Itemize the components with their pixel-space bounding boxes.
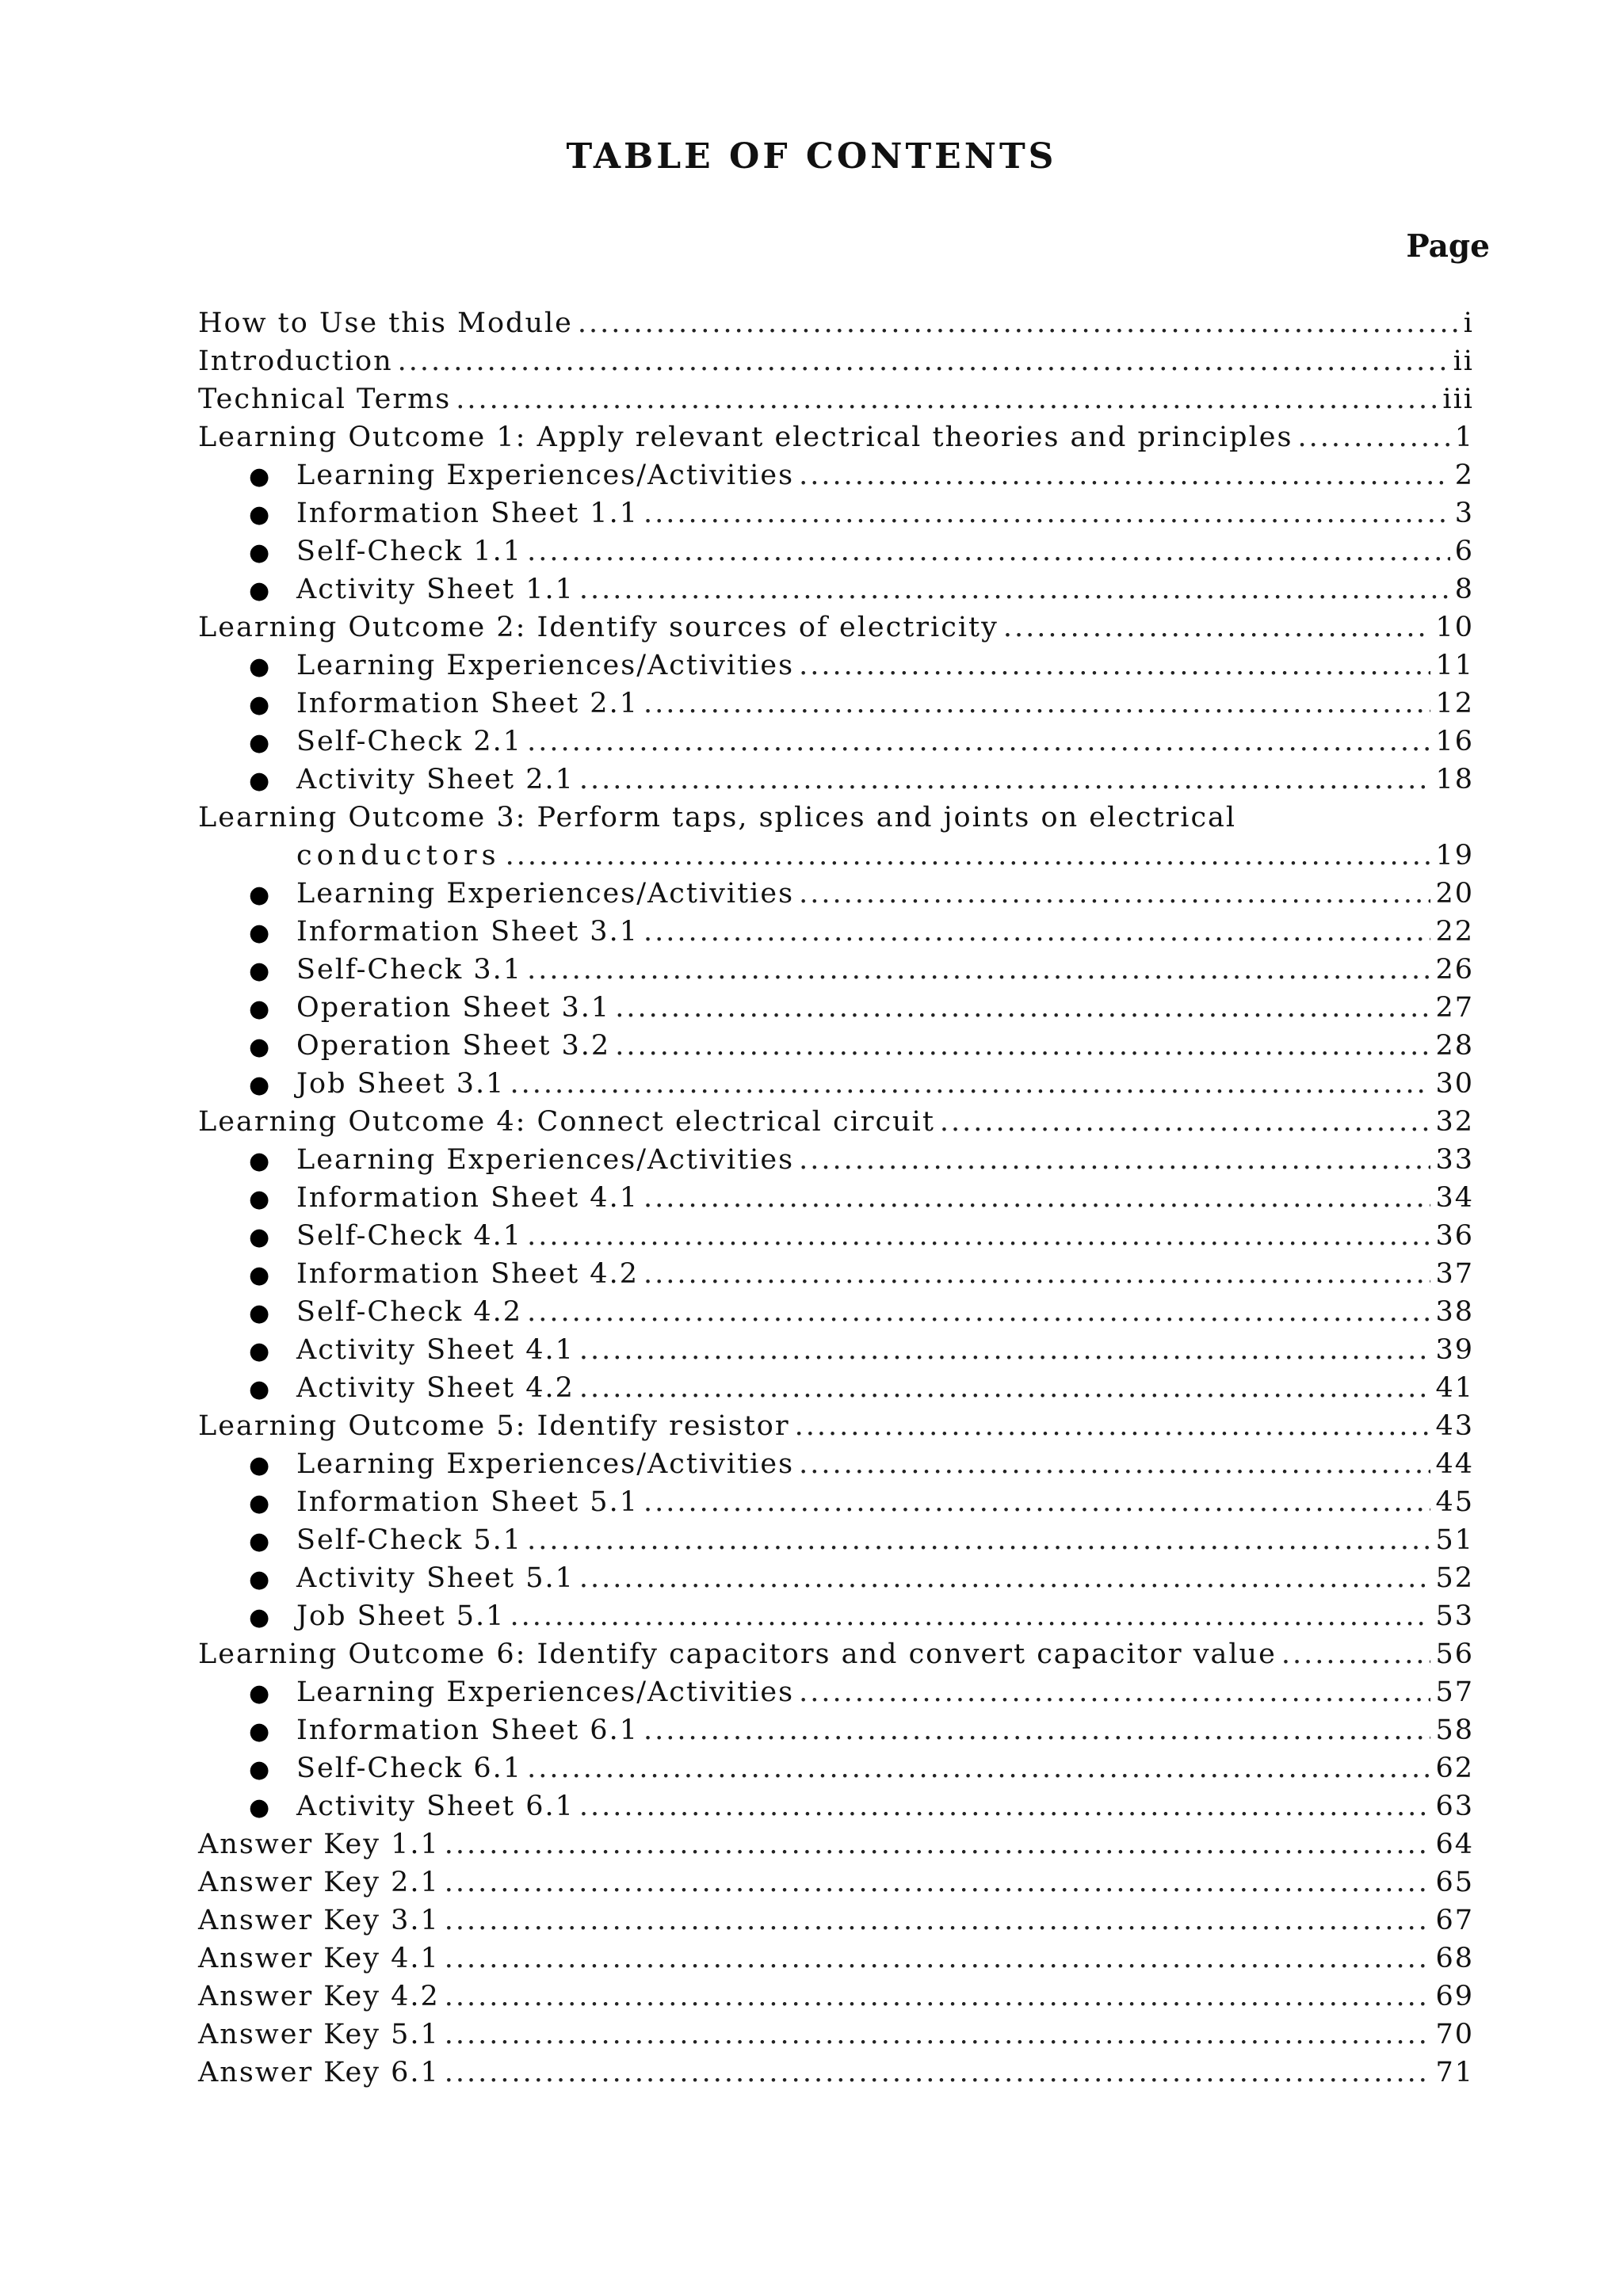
- toc-entry-page-number: 27: [1435, 992, 1474, 1024]
- toc-subentry: [198, 1293, 1474, 1331]
- toc-entry: [198, 1939, 1474, 1978]
- dot-leader: [527, 1293, 1430, 1331]
- toc-entry-label: Self-Check 2.1: [296, 726, 523, 757]
- toc-entry: [198, 2016, 1474, 2054]
- toc-entry-label: Learning Outcome 2: Identify sources of electricity: [198, 612, 999, 643]
- dot-leader: [445, 1978, 1431, 2016]
- toc-entry-label: Answer Key 2.1: [198, 1867, 440, 1898]
- toc-subentry: [198, 646, 1474, 685]
- toc-entry-label: Information Sheet 1.1: [296, 498, 639, 529]
- toc-entry-page-number: 64: [1435, 1829, 1474, 1860]
- toc-entry: [198, 1825, 1474, 1863]
- toc-entry-page-number: 33: [1435, 1144, 1474, 1176]
- toc-entry: [198, 608, 1474, 646]
- dot-leader: [527, 1749, 1430, 1787]
- toc-entry-label: Activity Sheet 6.1: [296, 1791, 575, 1822]
- toc-subentry: [198, 1255, 1474, 1293]
- toc-entry-label: Job Sheet 5.1: [296, 1600, 506, 1632]
- toc-entry-label: Operation Sheet 3.1: [296, 992, 611, 1024]
- toc-entry-page-number: 69: [1435, 1981, 1474, 2012]
- toc-subentry: [198, 494, 1474, 532]
- dot-leader: [799, 1141, 1430, 1179]
- dot-leader: [527, 951, 1430, 989]
- page-column-label: Page: [1406, 228, 1490, 265]
- toc-entry-label: Answer Key 4.1: [198, 1943, 440, 1974]
- dot-leader: [799, 1445, 1430, 1483]
- toc-subentry: [198, 1217, 1474, 1255]
- table-of-contents-list: [198, 304, 1474, 2092]
- bullet-icon: ●: [249, 691, 272, 719]
- dot-leader: [445, 2016, 1431, 2054]
- dot-leader: [578, 304, 1459, 342]
- toc-entry-label: Answer Key 3.1: [198, 1905, 440, 1936]
- dot-leader: [579, 1559, 1431, 1597]
- toc-entry: [198, 304, 1474, 342]
- toc-entry-label: Information Sheet 4.1: [296, 1182, 639, 1214]
- toc-entry-page-number: 6: [1454, 536, 1474, 567]
- dot-leader: [643, 1255, 1430, 1293]
- toc-entry-label: Learning Experiences/Activities: [296, 460, 795, 491]
- toc-entry-label: Self-Check 6.1: [296, 1753, 523, 1784]
- toc-entry-page-number: 39: [1435, 1334, 1474, 1366]
- bullet-icon: ●: [249, 729, 272, 757]
- toc-entry-continuation-line: [198, 837, 1474, 875]
- toc-entry-label: Information Sheet 2.1: [296, 688, 639, 719]
- dot-leader: [445, 1939, 1431, 1978]
- toc-entry-label: Activity Sheet 4.2: [296, 1372, 575, 1404]
- toc-entry-page-number: i: [1463, 307, 1474, 339]
- dot-leader: [527, 1521, 1430, 1559]
- toc-subentry: [198, 456, 1474, 494]
- dot-leader: [799, 875, 1430, 913]
- toc-entry-label: Learning Experiences/Activities: [296, 1144, 795, 1176]
- bullet-icon: ●: [249, 1033, 272, 1061]
- dot-leader: [643, 913, 1430, 951]
- bullet-icon: ●: [249, 1185, 272, 1213]
- bullet-icon: ●: [249, 1223, 272, 1251]
- bullet-icon: ●: [249, 1451, 272, 1479]
- dot-leader: [527, 532, 1450, 570]
- toc-entry-label: How to Use this Module: [198, 307, 573, 339]
- dot-leader: [398, 342, 1449, 380]
- bullet-icon: ●: [249, 919, 272, 947]
- toc-entry-page-number: 56: [1435, 1638, 1474, 1670]
- toc-entry-page-number: 45: [1435, 1486, 1474, 1518]
- bullet-icon: ●: [249, 1337, 272, 1365]
- toc-subentry: [198, 1483, 1474, 1521]
- toc-entry-label: Activity Sheet 4.1: [296, 1334, 575, 1366]
- dot-leader: [579, 1787, 1431, 1825]
- toc-entry-label: Learning Outcome 3: Perform taps, splices and joints on electrical: [198, 802, 1237, 833]
- toc-entry-page-number: 63: [1435, 1791, 1474, 1822]
- toc-entry-label: Job Sheet 3.1: [296, 1068, 506, 1100]
- toc-entry-page-number: 11: [1435, 650, 1474, 681]
- toc-entry-label: Learning Experiences/Activities: [296, 1676, 795, 1708]
- toc-entry-label: Activity Sheet 2.1: [296, 764, 575, 795]
- toc-entry-page-number: 62: [1435, 1753, 1474, 1784]
- bullet-icon: ●: [249, 881, 272, 909]
- toc-entry-page-number: 71: [1435, 2057, 1474, 2088]
- toc-entry-label: Self-Check 1.1: [296, 536, 523, 567]
- toc-subentry: [198, 1179, 1474, 1217]
- dot-leader: [510, 1597, 1430, 1635]
- bullet-icon: ●: [249, 995, 272, 1023]
- bullet-icon: ●: [249, 1756, 272, 1783]
- toc-entry-continuation: conductors: [296, 840, 501, 871]
- toc-subentry: [198, 989, 1474, 1027]
- toc-entry: [198, 2054, 1474, 2092]
- bullet-icon: ●: [249, 1718, 272, 1745]
- toc-entry-label: Learning Experiences/Activities: [296, 1448, 795, 1480]
- bullet-icon: ●: [249, 957, 272, 985]
- toc-entry-page-number: 16: [1435, 726, 1474, 757]
- toc-entry-page-number: 12: [1435, 688, 1474, 719]
- dot-leader: [799, 1673, 1430, 1711]
- toc-entry-label: Learning Outcome 5: Identify resistor: [198, 1410, 790, 1442]
- toc-entry: [198, 1407, 1474, 1445]
- toc-subentry: [198, 685, 1474, 723]
- toc-entry-label: Learning Outcome 4: Connect electrical circuit: [198, 1106, 935, 1138]
- toc-entry-wrapped: [198, 799, 1474, 875]
- bullet-icon: ●: [249, 1147, 272, 1175]
- toc-entry-label: Introduction: [198, 345, 393, 377]
- bullet-icon: ●: [249, 653, 272, 681]
- toc-subentry: [198, 1597, 1474, 1635]
- toc-entry-label: Information Sheet 4.2: [296, 1258, 639, 1290]
- toc-entry: [198, 1863, 1474, 1901]
- toc-entry: [198, 380, 1474, 418]
- toc-entry-page-number: 30: [1435, 1068, 1474, 1100]
- dot-leader: [445, 2054, 1431, 2092]
- bullet-icon: ●: [249, 463, 272, 490]
- dot-leader: [527, 723, 1430, 761]
- toc-subentry: [198, 1711, 1474, 1749]
- toc-entry-label: Self-Check 3.1: [296, 954, 523, 986]
- toc-subentry: [198, 761, 1474, 799]
- bullet-icon: ●: [249, 1299, 272, 1327]
- toc-entry-page-number: 3: [1454, 498, 1474, 529]
- toc-entry-label: Activity Sheet 5.1: [296, 1562, 575, 1594]
- toc-entry-page-number: 43: [1435, 1410, 1474, 1442]
- toc-entry-label: Information Sheet 5.1: [296, 1486, 639, 1518]
- bullet-icon: ●: [249, 1680, 272, 1707]
- toc-entry-page-number: 1: [1454, 421, 1474, 453]
- dot-leader: [643, 494, 1450, 532]
- dot-leader: [643, 685, 1430, 723]
- toc-entry-label: Self-Check 4.2: [296, 1296, 523, 1328]
- toc-entry-label: Answer Key 4.2: [198, 1981, 440, 2012]
- dot-leader: [795, 1407, 1431, 1445]
- toc-subentry: [198, 1559, 1474, 1597]
- toc-subentry: [198, 1673, 1474, 1711]
- toc-entry: [198, 1978, 1474, 2016]
- toc-entry-page-number: 41: [1435, 1372, 1474, 1404]
- toc-entry-page-number: 32: [1435, 1106, 1474, 1138]
- toc-entry-label: Self-Check 5.1: [296, 1524, 523, 1556]
- dot-leader: [527, 1217, 1430, 1255]
- dot-leader: [579, 761, 1431, 799]
- toc-entry-page-number: 18: [1435, 764, 1474, 795]
- toc-subentry: [198, 570, 1474, 608]
- bullet-icon: ●: [249, 1375, 272, 1403]
- toc-entry-page-number: 34: [1435, 1182, 1474, 1214]
- toc-entry-page-number: 19: [1435, 840, 1474, 871]
- toc-entry-page-number: 65: [1435, 1867, 1474, 1898]
- dot-leader: [643, 1179, 1430, 1217]
- bullet-icon: ●: [249, 1261, 272, 1289]
- toc-entry-page-number: 10: [1435, 612, 1474, 643]
- toc-entry-label: Answer Key 5.1: [198, 2019, 440, 2050]
- toc-subentry: [198, 1749, 1474, 1787]
- toc-entry-page-number: iii: [1442, 383, 1474, 415]
- toc-entry-page-number: 8: [1454, 574, 1474, 605]
- toc-entry-page-number: 20: [1435, 878, 1474, 910]
- toc-entry-label: Answer Key 1.1: [198, 1829, 440, 1860]
- toc-subentry: [198, 1445, 1474, 1483]
- bullet-icon: ●: [249, 1604, 272, 1631]
- toc-entry-label: Operation Sheet 3.2: [296, 1030, 611, 1062]
- toc-entry-page-number: 52: [1435, 1562, 1474, 1594]
- bullet-icon: ●: [249, 539, 272, 566]
- toc-entry-label: Learning Outcome 1: Apply relevant electrical theories and principles: [198, 421, 1293, 453]
- toc-entry: [198, 1103, 1474, 1141]
- dot-leader: [799, 456, 1450, 494]
- toc-entry-page-number: 68: [1435, 1943, 1474, 1974]
- toc-entry-page-number: 70: [1435, 2019, 1474, 2050]
- toc-subentry: [198, 532, 1474, 570]
- toc-entry-page-number: 36: [1435, 1220, 1474, 1252]
- toc-entry-label: Self-Check 4.1: [296, 1220, 523, 1252]
- bullet-icon: ●: [249, 1794, 272, 1821]
- toc-subentry: [198, 1787, 1474, 1825]
- toc-entry-page-number: 58: [1435, 1714, 1474, 1746]
- dot-leader: [445, 1825, 1431, 1863]
- dot-leader: [615, 989, 1430, 1027]
- toc-entry-page-number: 44: [1435, 1448, 1474, 1480]
- dot-leader: [643, 1483, 1430, 1521]
- bullet-icon: ●: [249, 767, 272, 795]
- bullet-icon: ●: [249, 1489, 272, 1517]
- toc-entry-page-number: 28: [1435, 1030, 1474, 1062]
- toc-entry-page-number: 22: [1435, 916, 1474, 948]
- toc-subentry: [198, 723, 1474, 761]
- dot-leader: [1297, 418, 1449, 456]
- bullet-icon: ●: [249, 1566, 272, 1593]
- toc-entry-page-number: 37: [1435, 1258, 1474, 1290]
- toc-entry-page-number: 53: [1435, 1600, 1474, 1632]
- toc-entry-label: Answer Key 6.1: [198, 2057, 440, 2088]
- dot-leader: [615, 1027, 1430, 1065]
- toc-subentry: [198, 1141, 1474, 1179]
- toc-entry-page-number: 67: [1435, 1905, 1474, 1936]
- dot-leader: [445, 1901, 1431, 1939]
- toc-subentry: [198, 913, 1474, 951]
- toc-entry-page-number: 51: [1435, 1524, 1474, 1556]
- toc-entry-label: Technical Terms: [198, 383, 452, 415]
- bullet-icon: ●: [249, 577, 272, 605]
- toc-entry-label: Learning Experiences/Activities: [296, 878, 795, 910]
- dot-leader: [1003, 608, 1431, 646]
- toc-subentry: [198, 1331, 1474, 1369]
- toc-subentry: [198, 951, 1474, 989]
- toc-subentry: [198, 1369, 1474, 1407]
- dot-leader: [1281, 1635, 1431, 1673]
- toc-entry-label: Activity Sheet 1.1: [296, 574, 575, 605]
- dot-leader: [510, 1065, 1430, 1103]
- dot-leader: [579, 1369, 1431, 1407]
- dot-leader: [643, 1711, 1430, 1749]
- dot-leader: [506, 837, 1431, 875]
- dot-leader: [579, 1331, 1431, 1369]
- toc-subentry: [198, 1027, 1474, 1065]
- toc-entry-page-number: ii: [1453, 345, 1474, 377]
- dot-leader: [940, 1103, 1431, 1141]
- dot-leader: [579, 570, 1450, 608]
- dot-leader: [799, 646, 1430, 685]
- bullet-icon: ●: [249, 1527, 272, 1555]
- bullet-icon: ●: [249, 501, 272, 528]
- toc-entry-label: Information Sheet 6.1: [296, 1714, 639, 1746]
- toc-subentry: [198, 875, 1474, 913]
- toc-entry-label: Learning Experiences/Activities: [296, 650, 795, 681]
- toc-subentry: [198, 1065, 1474, 1103]
- dot-leader: [445, 1863, 1431, 1901]
- page-title: TABLE OF CONTENTS: [566, 136, 1057, 177]
- bullet-icon: ●: [249, 1071, 272, 1099]
- toc-entry-page-number: 26: [1435, 954, 1474, 986]
- toc-entry-label: Information Sheet 3.1: [296, 916, 639, 948]
- toc-entry: [198, 342, 1474, 380]
- toc-entry-page-number: 57: [1435, 1676, 1474, 1708]
- toc-subentry: [198, 1521, 1474, 1559]
- toc-entry-page-number: 38: [1435, 1296, 1474, 1328]
- toc-entry: [198, 1901, 1474, 1939]
- toc-entry: [198, 418, 1474, 456]
- toc-entry: [198, 1635, 1474, 1673]
- toc-entry-label: Learning Outcome 6: Identify capacitors and convert capacitor value: [198, 1638, 1277, 1670]
- toc-entry-page-number: 2: [1454, 460, 1474, 491]
- dot-leader: [456, 380, 1438, 418]
